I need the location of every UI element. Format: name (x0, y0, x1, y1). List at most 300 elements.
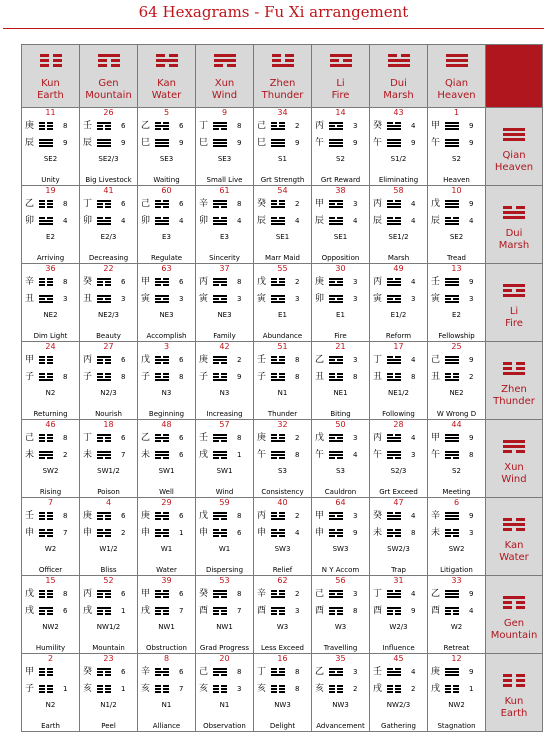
lower-number: 8 (469, 451, 474, 459)
upper-number: 6 (179, 278, 184, 286)
row-header-dui (486, 186, 543, 264)
row-name: Zhen (501, 384, 527, 395)
hexagram-number: 21 (335, 342, 346, 351)
column-element: Heaven (437, 90, 476, 101)
hexagram-glyph-icon (271, 668, 285, 677)
stem-char: 戊 (257, 277, 267, 287)
trigram-icon (503, 518, 525, 532)
upper-number: 3 (353, 434, 358, 442)
hexagram-name: Rising (39, 488, 62, 496)
row-label (486, 306, 542, 330)
trigram-icon (503, 596, 525, 610)
lower-number: 4 (295, 217, 300, 225)
stem-char: 戊 (141, 355, 151, 365)
branch-char: 戌 (373, 684, 383, 694)
hexagram-name: Consistency (261, 488, 304, 496)
hexagram-number: 12 (451, 654, 462, 663)
lower-number: 1 (237, 451, 242, 459)
branch-char: 戌 (431, 684, 441, 694)
upper-number: 2 (295, 590, 300, 598)
direction-code: E3 (162, 233, 171, 241)
hexagram-number: 62 (277, 576, 288, 585)
row-name: Xun (504, 462, 524, 473)
row-header-xun (486, 420, 543, 498)
hexagram-name: Stagnation (437, 722, 476, 730)
stem-char: 丙 (83, 589, 93, 599)
stem-char: 戊 (25, 589, 35, 599)
hexagram-name: Grad Progress (199, 644, 250, 652)
hexagram-glyph-icon (213, 139, 227, 148)
direction-code: N1 (161, 701, 172, 709)
hexagram-number: 3 (163, 342, 170, 351)
hexagram-glyph-icon (271, 200, 285, 209)
upper-number: 3 (353, 590, 358, 598)
stem-char: 乙 (25, 199, 35, 209)
branch-char: 丑 (315, 372, 325, 382)
branch-char: 巳 (257, 138, 267, 148)
lower-number: 4 (469, 217, 474, 225)
stem-char: 丙 (373, 277, 383, 287)
hexagram-glyph-icon (155, 529, 169, 538)
hexagram-glyph-icon (271, 607, 285, 616)
branch-char: 午 (315, 450, 325, 460)
row-element: Marsh (498, 240, 530, 251)
hexagram-glyph-icon (387, 529, 401, 538)
hexagram-name: Dim Light (33, 332, 68, 340)
hexagram-name: Arriving (36, 254, 65, 262)
row-name: Kun (504, 696, 524, 707)
hexagram-glyph-icon (445, 122, 459, 131)
lower-number: 7 (179, 685, 184, 693)
hexagram-number: 5 (163, 108, 170, 117)
row-label (486, 618, 542, 642)
stem-char: 壬 (199, 433, 209, 443)
lower-number: 7 (63, 529, 68, 537)
branch-char: 未 (373, 528, 383, 538)
direction-code: W1/2 (99, 545, 118, 553)
stem-char: 壬 (431, 277, 441, 287)
lower-number: 8 (353, 373, 358, 381)
hexagram-glyph-icon (155, 295, 169, 304)
column-element: Wind (211, 90, 238, 101)
hexagram-glyph-icon (445, 685, 459, 694)
hexagram-glyph-icon (271, 122, 285, 131)
hexagram-glyph-icon (97, 607, 111, 616)
hexagram-number: 30 (335, 264, 346, 273)
row-label (486, 462, 542, 486)
lower-number: 9 (353, 529, 358, 537)
hexagram-glyph-icon (213, 590, 227, 599)
hexagram-cell (312, 420, 370, 498)
hexagram-cell (80, 420, 138, 498)
upper-number: 8 (237, 512, 242, 520)
hexagram-number: 52 (103, 576, 114, 585)
branch-char: 辰 (315, 216, 325, 226)
hexagram-name: Beginning (148, 410, 185, 418)
hexagram-glyph-icon (445, 668, 459, 677)
page-title: 64 Hexagrams - Fu Xi arrangement (138, 3, 409, 21)
direction-code: W1 (160, 545, 173, 553)
branch-char: 午 (315, 138, 325, 148)
hexagram-glyph-icon (329, 356, 343, 365)
direction-code: W2 (450, 623, 463, 631)
hexagram-glyph-icon (445, 529, 459, 538)
hexagram-glyph-icon (329, 512, 343, 521)
direction-code: E2 (46, 233, 55, 241)
upper-number: 9 (469, 122, 474, 130)
direction-code: S2 (336, 155, 345, 163)
hexagram-glyph-icon (97, 356, 111, 365)
hexagram-number: 37 (219, 264, 230, 273)
hexagram-cell (370, 108, 428, 186)
hexagram-name: N Y Accom (321, 566, 360, 574)
branch-char: 辰 (431, 216, 441, 226)
hexagram-name: Obstruction (146, 644, 187, 652)
direction-code: E3 (220, 233, 229, 241)
branch-char: 子 (83, 372, 93, 382)
branch-char: 申 (83, 528, 93, 538)
hexagram-glyph-icon (387, 607, 401, 616)
hexagram-cell (22, 654, 80, 732)
hexagram-cell (254, 654, 312, 732)
stem-char: 丁 (373, 355, 383, 365)
lower-number: 4 (63, 217, 68, 225)
branch-char: 巳 (199, 138, 209, 148)
hexagram-name: Beauty (96, 332, 121, 340)
branch-char: 子 (141, 372, 151, 382)
hexagram-cell (138, 420, 196, 498)
hexagram-cell (370, 654, 428, 732)
hexagram-glyph-icon (329, 451, 343, 460)
direction-code: NE1 (333, 389, 348, 397)
hexagram-number: 22 (103, 264, 114, 273)
direction-code: S3 (336, 467, 345, 475)
hexagram-glyph-icon (445, 139, 459, 148)
hexagram-cell (80, 108, 138, 186)
hexagram-glyph-icon (329, 607, 343, 616)
trigram-icon (503, 674, 525, 688)
hexagram-glyph-icon (329, 200, 343, 209)
upper-number: 8 (63, 122, 68, 130)
stem-char: 辛 (141, 667, 151, 677)
lower-number: 1 (469, 685, 474, 693)
stem-char: 庚 (83, 511, 93, 521)
lower-number: 2 (411, 685, 416, 693)
column-label (138, 78, 195, 102)
direction-code: E2/3 (100, 233, 117, 241)
branch-char: 丑 (431, 372, 441, 382)
trigram-icon (156, 54, 178, 68)
column-header-zhen (254, 45, 312, 108)
hexagram-cell (196, 264, 254, 342)
hexagram-glyph-icon (155, 200, 169, 209)
direction-code: S2/3 (390, 467, 407, 475)
trigram-icon (330, 54, 352, 68)
direction-code: NW1/2 (96, 623, 121, 631)
hexagram-cell (80, 186, 138, 264)
hexagram-glyph-icon (271, 295, 285, 304)
trigram-icon (214, 54, 236, 68)
lower-number: 9 (469, 139, 474, 147)
stem-char: 癸 (373, 511, 383, 521)
hexagram-cell (80, 498, 138, 576)
hexagram-name: Delight (269, 722, 296, 730)
hexagram-name: Cauldron (324, 488, 357, 496)
stem-char: 辛 (199, 199, 209, 209)
hexagram-glyph-icon (387, 200, 401, 209)
stem-char: 乙 (141, 433, 151, 443)
hexagram-glyph-icon (97, 278, 111, 287)
hexagram-name: Relief (272, 566, 293, 574)
lower-number: 3 (295, 607, 300, 615)
hexagram-cell (80, 576, 138, 654)
hexagram-number: 41 (103, 186, 114, 195)
hexagram-glyph-icon (329, 685, 343, 694)
hexagram-number: 57 (219, 420, 230, 429)
column-label (22, 78, 79, 102)
upper-number: 4 (411, 512, 416, 520)
row-header-li (486, 264, 543, 342)
direction-code: SW2 (42, 467, 59, 475)
hexagram-cell (254, 342, 312, 420)
hexagram-glyph-icon (445, 451, 459, 460)
hexagram-number: 2 (47, 654, 54, 663)
stem-char: 癸 (83, 277, 93, 287)
branch-char: 辰 (25, 138, 35, 148)
direction-code: NE1/2 (388, 389, 409, 397)
branch-char: 亥 (315, 684, 325, 694)
column-label (80, 78, 137, 102)
hexagram-glyph-icon (329, 122, 343, 131)
hexagram-cell (196, 186, 254, 264)
branch-char: 寅 (141, 294, 151, 304)
trigram-icon (40, 54, 62, 68)
upper-number: 2 (237, 356, 242, 364)
upper-number: 9 (469, 434, 474, 442)
trigram-icon (98, 54, 120, 68)
trigram-icon (503, 284, 525, 298)
hexagram-cell (254, 108, 312, 186)
branch-char: 酉 (373, 606, 383, 616)
hexagram-name: Biting (330, 410, 351, 418)
hexagram-glyph-icon (97, 434, 111, 443)
hexagram-name: Small Live (206, 176, 243, 184)
column-element: Mountain (85, 90, 132, 101)
hexagram-cell (312, 654, 370, 732)
upper-number: 6 (179, 434, 184, 442)
hexagram-glyph-icon (213, 373, 227, 382)
column-element: Marsh (383, 90, 414, 101)
hexagram-glyph-icon (329, 529, 343, 538)
branch-char: 未 (25, 450, 35, 460)
branch-char: 申 (141, 528, 151, 538)
upper-number: 9 (469, 278, 474, 286)
hexagram-number: 38 (335, 186, 346, 195)
hexagram-glyph-icon (97, 200, 111, 209)
hexagram-number: 9 (221, 108, 228, 117)
lower-number: 4 (353, 217, 358, 225)
hexagram-cell (196, 420, 254, 498)
row-header-gen (486, 576, 543, 654)
direction-code: E1 (336, 311, 345, 319)
upper-number: 2 (295, 434, 300, 442)
hexagram-cell (22, 108, 80, 186)
hexagram-name: Advancement (316, 722, 365, 730)
branch-char: 未 (141, 450, 151, 460)
upper-number: 9 (469, 356, 474, 364)
upper-number: 6 (121, 434, 126, 442)
stem-char: 乙 (431, 589, 441, 599)
hexagram-glyph-icon (97, 217, 111, 226)
hexagram-glyph-icon (39, 200, 53, 209)
hexagram-glyph-icon (387, 295, 401, 304)
hexagram-glyph-icon (329, 668, 343, 677)
hexagram-name: Eliminating (378, 176, 419, 184)
row-element: Mountain (490, 630, 538, 641)
stem-char: 丁 (257, 667, 267, 677)
branch-char: 戌 (25, 606, 35, 616)
stem-char: 丙 (373, 199, 383, 209)
direction-code: NW1 (216, 623, 233, 631)
trigram-icon (272, 54, 294, 68)
direction-code: SE2/3 (98, 155, 119, 163)
hexagram-name: Influence (382, 644, 415, 652)
hexagram-number: 47 (393, 498, 404, 507)
hexagram-glyph-icon (97, 512, 111, 521)
hexagram-glyph-icon (39, 217, 53, 226)
hexagram-number: 43 (393, 108, 404, 117)
hexagram-number: 10 (451, 186, 462, 195)
hexagram-glyph-icon (39, 139, 53, 148)
hexagram-cell (370, 576, 428, 654)
direction-code: NW2 (448, 701, 465, 709)
lower-number: 1 (63, 685, 68, 693)
stem-char: 庚 (257, 433, 267, 443)
corner-block (486, 45, 543, 108)
direction-code: N1 (277, 389, 288, 397)
lower-number: 4 (353, 451, 358, 459)
column-header-dui (370, 45, 428, 108)
column-label (428, 78, 485, 102)
upper-number: 8 (63, 200, 68, 208)
upper-number: 9 (469, 200, 474, 208)
direction-code: NW3 (274, 701, 291, 709)
hexagram-cell (370, 420, 428, 498)
hexagram-name: Wind (215, 488, 234, 496)
stem-char: 丙 (83, 355, 93, 365)
hexagram-number: 25 (451, 342, 462, 351)
upper-number: 2 (295, 200, 300, 208)
upper-number: 8 (295, 356, 300, 364)
branch-char: 子 (25, 372, 35, 382)
branch-char: 卯 (141, 216, 151, 226)
direction-code: W2/3 (389, 623, 408, 631)
column-label (254, 78, 311, 102)
lower-number: 3 (63, 295, 68, 303)
hexagram-glyph-icon (387, 356, 401, 365)
direction-code: NW2 (42, 623, 59, 631)
hexagram-glyph-icon (39, 451, 53, 460)
branch-char: 午 (373, 138, 383, 148)
hexagram-glyph-icon (97, 139, 111, 148)
hexagram-cell (138, 654, 196, 732)
upper-number: 8 (237, 590, 242, 598)
direction-code: SW1/2 (97, 467, 120, 475)
hexagram-number: 44 (451, 420, 462, 429)
hexagram-name: Abundance (262, 332, 303, 340)
stem-char: 己 (257, 121, 267, 131)
direction-code: NE2 (449, 389, 464, 397)
lower-number: 4 (179, 217, 184, 225)
hexagram-cell (428, 342, 486, 420)
hexagram-number: 1 (453, 108, 460, 117)
hexagram-number: 7 (47, 498, 54, 507)
hexagram-glyph-icon (445, 373, 459, 382)
hexagram-name: Tread (446, 254, 466, 262)
hexagram-name: Alliance (152, 722, 181, 730)
hexagram-number: 63 (161, 264, 172, 273)
direction-code: SW2 (448, 545, 465, 553)
stem-char: 庚 (25, 121, 35, 131)
upper-number: 6 (121, 278, 126, 286)
hexagram-name: Marsh (387, 254, 410, 262)
lower-number: 1 (121, 685, 126, 693)
row-name: Dui (505, 228, 523, 239)
column-label (312, 78, 369, 102)
hexagram-glyph-icon (155, 122, 169, 131)
hexagram-cell (138, 498, 196, 576)
hexagram-glyph-icon (39, 373, 53, 382)
column-label (370, 78, 427, 102)
trigram-icon (503, 362, 525, 376)
column-label (196, 78, 253, 102)
hexagram-glyph-icon (329, 373, 343, 382)
direction-code: N2/3 (100, 389, 117, 397)
lower-number: 3 (469, 295, 474, 303)
row-element: Water (499, 552, 529, 563)
column-name: Qian (444, 78, 469, 89)
branch-char: 申 (257, 528, 267, 538)
hexagram-cell (370, 498, 428, 576)
direction-code: S2 (452, 467, 461, 475)
upper-number: 6 (121, 356, 126, 364)
hexagram-number: 59 (219, 498, 230, 507)
hexagram-name: Poison (97, 488, 120, 496)
hexagram-cell (254, 576, 312, 654)
upper-number: 6 (179, 512, 184, 520)
direction-code: NW2/3 (386, 701, 411, 709)
direction-code: NE2 (43, 311, 58, 319)
upper-number: 4 (411, 590, 416, 598)
lower-number: 7 (121, 451, 126, 459)
hexagram-number: 56 (335, 576, 346, 585)
upper-number: 8 (63, 590, 68, 598)
hexagram-cell (254, 264, 312, 342)
hexagram-name: Retreat (443, 644, 470, 652)
row-element: Earth (500, 708, 528, 719)
hexagram-name: Meeting (442, 488, 471, 496)
direction-code: SE2 (43, 155, 58, 163)
hexagram-cell (428, 654, 486, 732)
stem-char: 丙 (257, 511, 267, 521)
hexagram-number: 31 (393, 576, 404, 585)
hexagram-glyph-icon (213, 217, 227, 226)
direction-code: NE3 (159, 311, 174, 319)
lower-number: 2 (63, 451, 68, 459)
hexagram-glyph-icon (387, 373, 401, 382)
stem-char: 己 (315, 589, 325, 599)
hexagram-number: 13 (451, 264, 462, 273)
